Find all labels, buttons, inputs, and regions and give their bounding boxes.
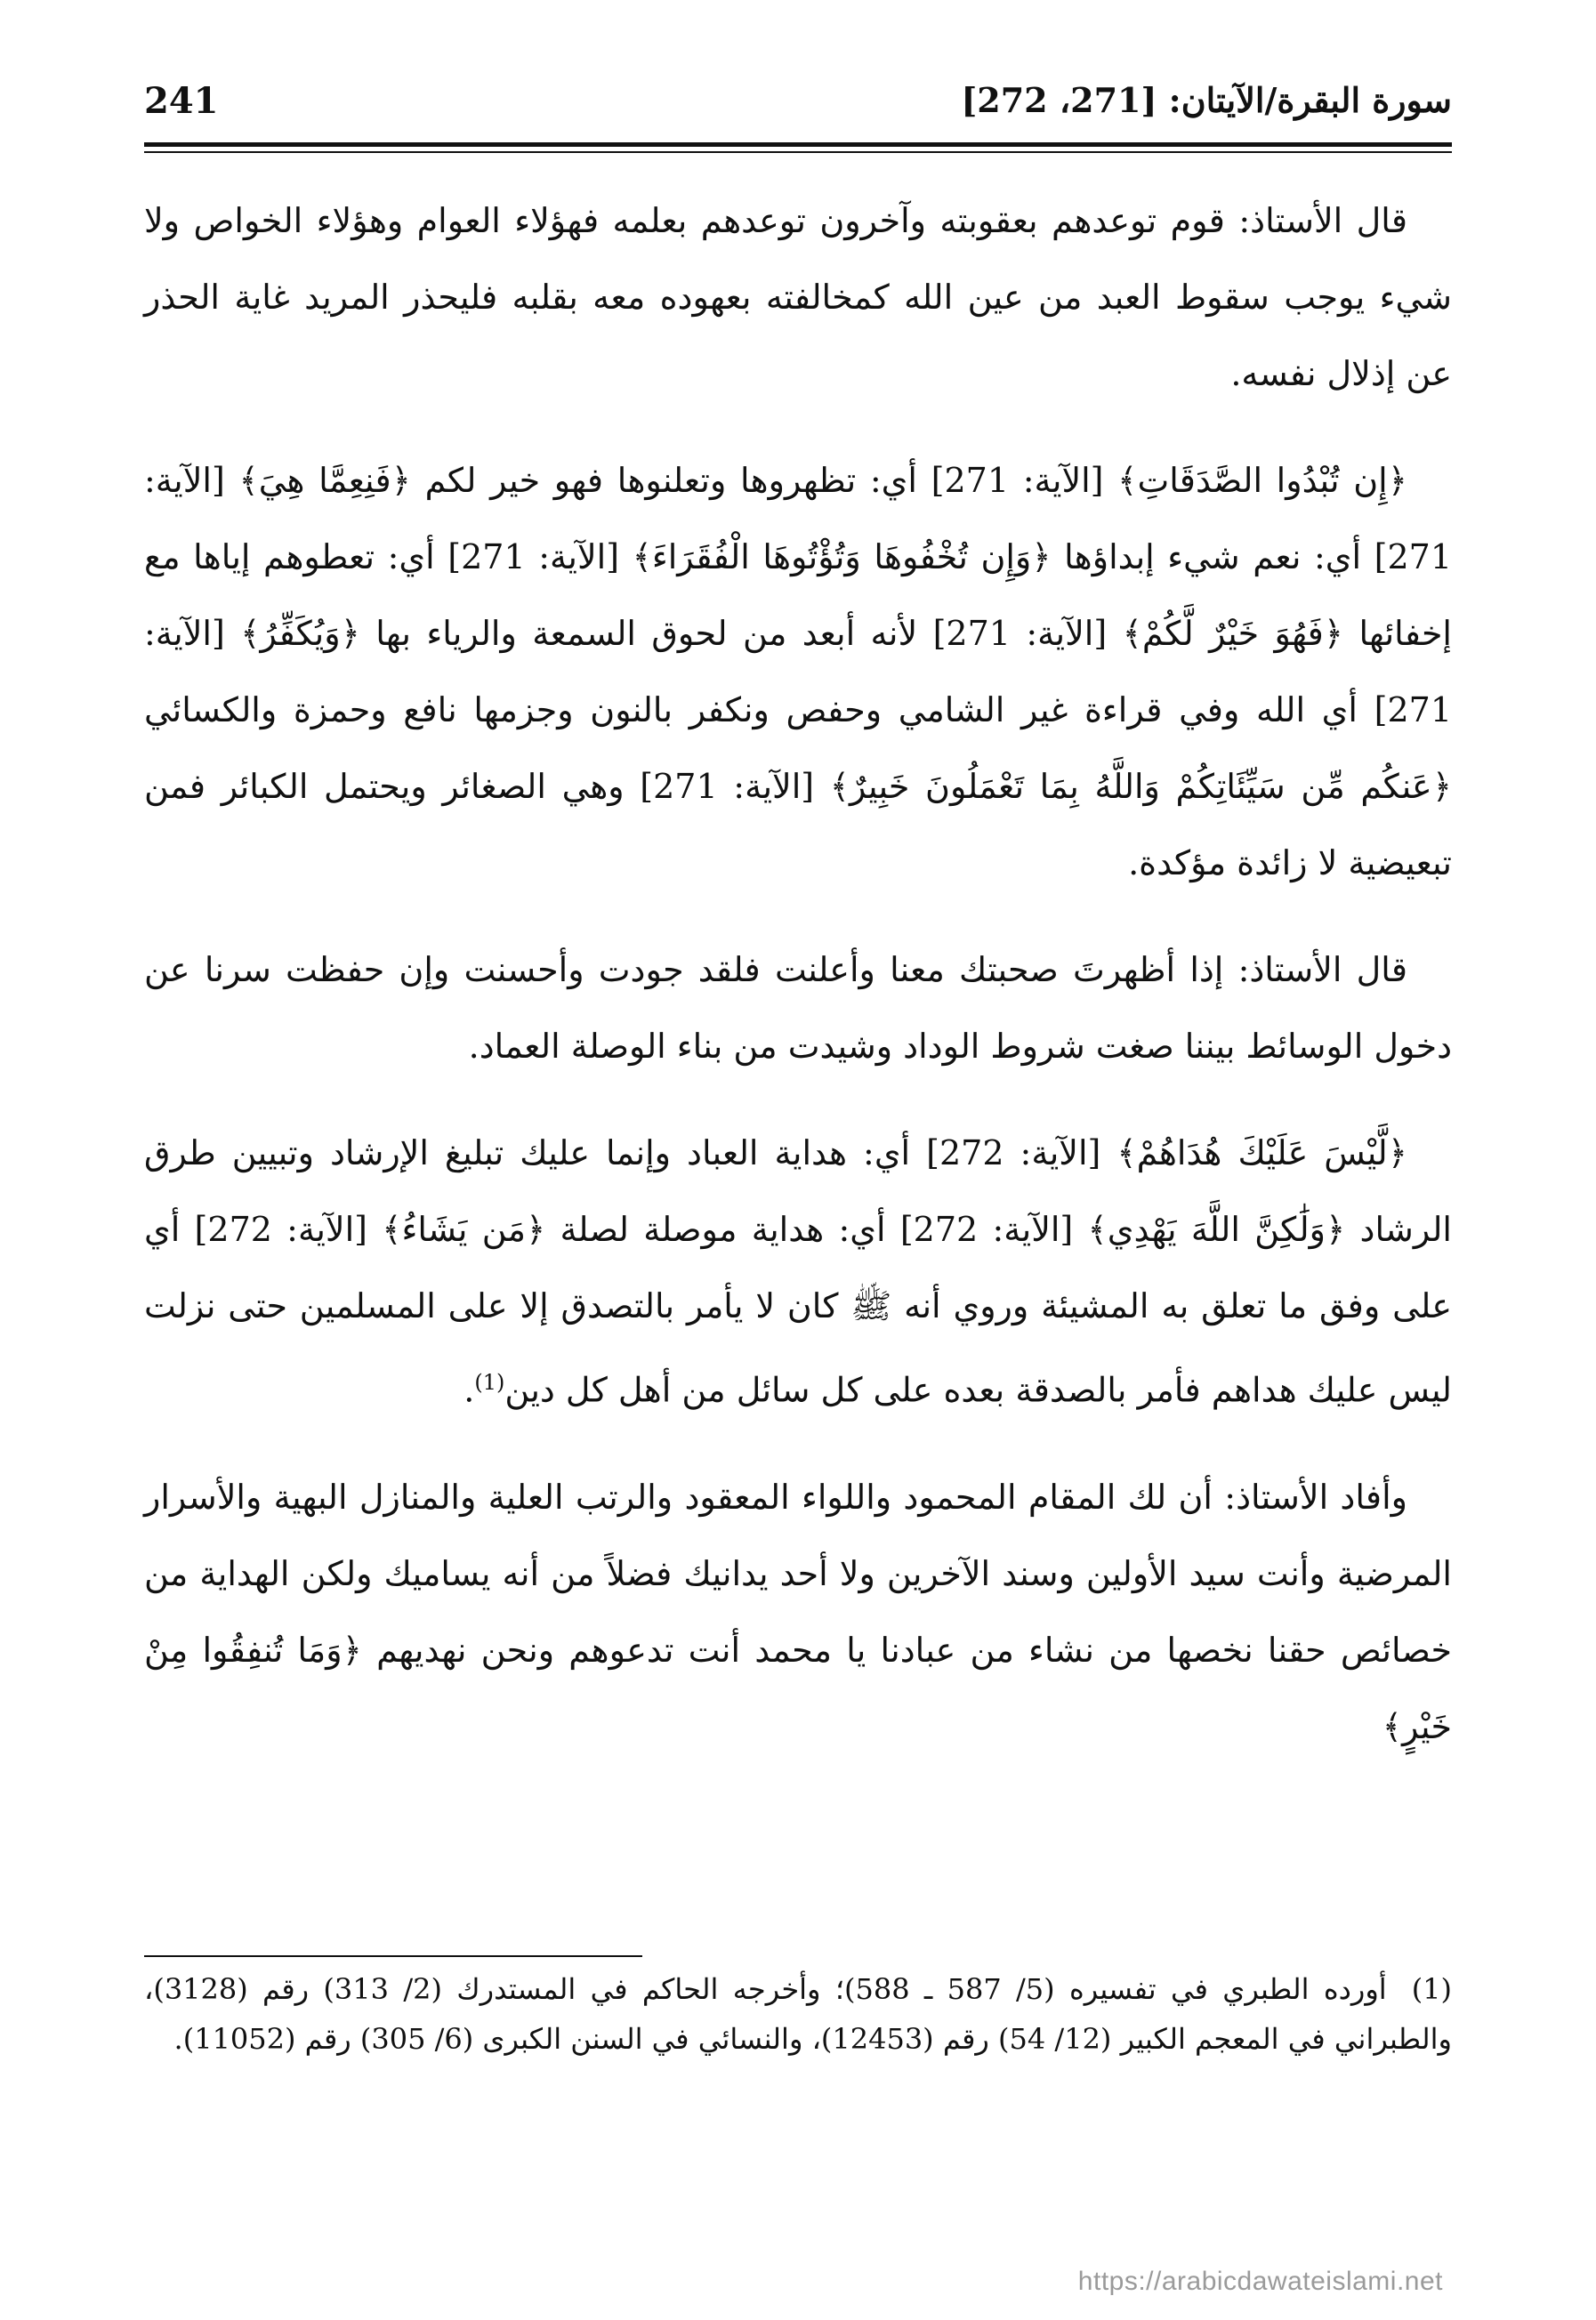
paragraph-1: قال الأستاذ: قوم توعدهم بعقوبته وآخرون توعدهم بعلمه فهؤلاء العوام وهؤلاء الخواص ولا شيء يوجب سقوط العبد من عين الله كمخالفته بعهوده معه بقلبه فليحذر المريد غاية الحذر عن إذلال نفسه. (144, 201, 1452, 393)
paragraph-4 (144, 1115, 1452, 1429)
header-rule-thick (144, 142, 1452, 147)
footnote-item (144, 1964, 1452, 2064)
main-text (144, 182, 1452, 1795)
paragraph-2: ﴿إِن تُبْدُوا الصَّدَقَاتِ﴾ [الآية: 271] أي: تظهروها وتعلنوها فهو خير لكم ﴿فَنِعِمَّا هِيَ﴾ [الآية: 271] أي: نعم شيء إبداؤها ﴿وَإِن تُخْفُوهَا وَتُؤْتُوهَا الْفُقَرَاءَ﴾ [الآية: 271] أي: تعطوهم إياها مع إخفائها ﴿فَهُوَ خَيْرٌ لَّكُمْ﴾ [الآية: 271] لأنه أبعد من لحوق السمعة والرياء بها ﴿وَيُكَفِّرُ﴾ [الآية: 271] أي الله وفي قراءة غير الشامي وحفص ونكفر بالنون وجزمها نافع وحمزة والكسائي ﴿عَنكُم مِّن سَيِّئَاتِكُمْ وَاللَّهُ بِمَا تَعْمَلُونَ خَبِيرٌ﴾ [الآية: 271] وهي الصغائر ويحتمل الكبائر فمن تبعيضية لا زائدة مؤكدة. (144, 461, 1452, 882)
footnote-separator (144, 1955, 642, 1957)
paragraph-5: وأفاد الأستاذ: أن لك المقام المحمود واللواء المعقود والرتب العلية والمنازل البهية والأسرار المرضية وأنت سيد الأولين وسند الآخرين ولا أحد يدانيك فضلاً من أنه يساميك ولكن الهداية من خصائص حقنا نخصها من نشاء من عبادنا يا محمد أنت تدعوهم ونحن نهديهم ﴿وَمَا تُنفِقُوا مِنْ خَيْرٍ﴾ (144, 1477, 1452, 1746)
page-number: 241 (144, 80, 219, 122)
paragraph-4-end: . (463, 1370, 475, 1410)
header-rule-thin (144, 151, 1452, 153)
paragraph-4-text: ﴿لَّيْسَ عَلَيْكَ هُدَاهُمْ﴾ [الآية: 272] أي: هداية العباد وإنما عليك تبليغ الإرشاد وتبيين طرق الرشاد ﴿وَلَٰكِنَّ اللَّهَ يَهْدِي﴾ [الآية: 272] أي: هداية موصلة لصلة ﴿مَن يَشَاءُ﴾ [الآية: 272] أي على وفق ما تعلق به المشيئة وروي أنه ﷺ كان لا يأمر بالتصدق إلا على المسلمين حتى نزلت ليس عليك هداهم فأمر بالصدقة بعده على كل سائل من أهل كل دين (144, 1133, 1452, 1410)
page-header (144, 80, 1452, 133)
footnote-text: أورده الطبري في تفسيره (5/ 587 ـ 588)؛ وأخرجه الحاكم في المستدرك (2/ 313) رقم (3128)، والطبراني في المعجم الكبير (12/ 54) رقم (12453)، والنسائي في السنن الكبرى (6/ 305) رقم (11052). (144, 1972, 1452, 2056)
paragraph-3: قال الأستاذ: إذا أظهرتَ صحبتك معنا وأعلنت فلقد جودت وأحسنت وإن حفظت سرنا عن دخول الوسائط بيننا صغت شروط الوداد وشيدت من بناء الوصلة العماد. (144, 950, 1452, 1066)
footnotes (144, 1964, 1452, 2064)
footnote-number: (1) (1411, 1972, 1453, 2006)
footnote-reference[interactable]: (1) (474, 1370, 505, 1395)
running-title: سورة البقرة/الآيتان: [271، 272] (961, 80, 1452, 120)
watermark-url: https://arabicdawateislami.net (1077, 2267, 1443, 2296)
